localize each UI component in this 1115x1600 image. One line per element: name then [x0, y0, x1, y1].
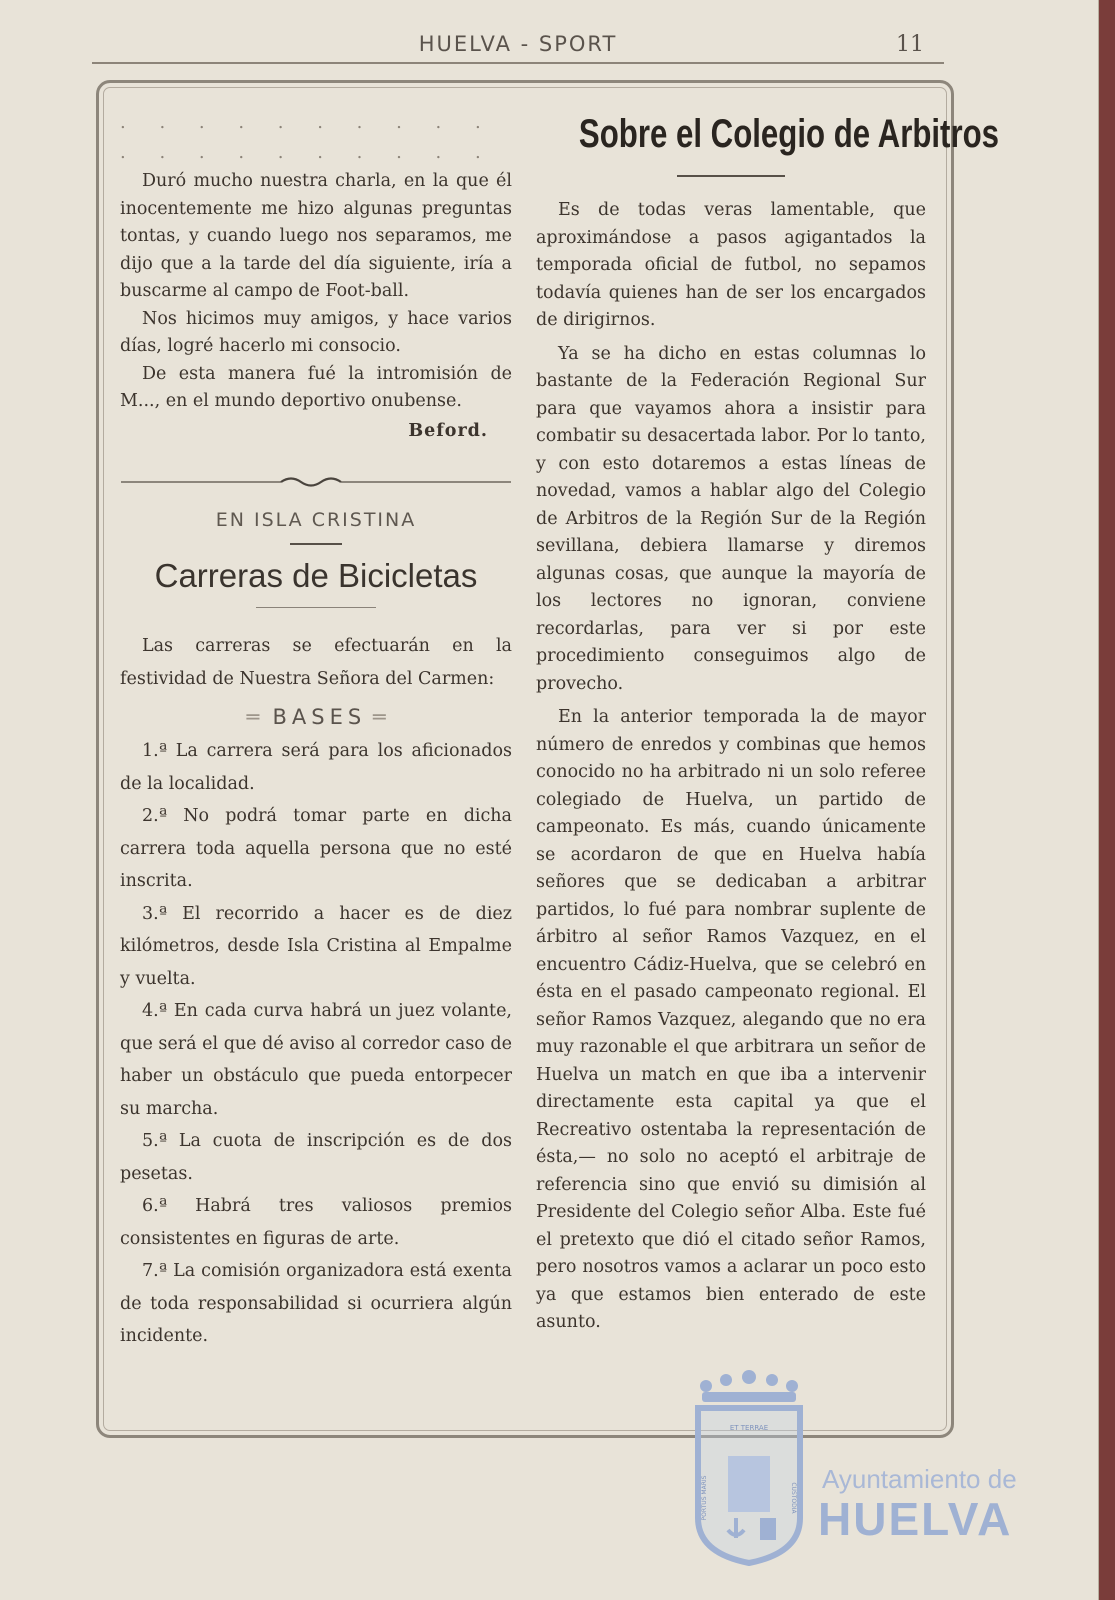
intro-paragraph: Las carreras se efectuarán en la festividad de Nuestra Señora del Carmen:	[120, 636, 512, 689]
article-title: Sobre el Colegio de Arbitros	[578, 112, 1000, 156]
ellipsis-row: . . . . . . . . . .	[120, 142, 495, 163]
rule-item: 3.ª El recorrido a hacer es de diez kilómetros, desde Isla Cristina al Empalme y vuelta.	[120, 903, 512, 989]
title-rule	[256, 607, 376, 608]
crest-motto: CUSTODIA	[790, 1482, 797, 1514]
page-number: 11	[896, 32, 924, 57]
section-title: Carreras de Bicicletas	[154, 557, 478, 594]
paragraph: En la anterior temporada la de mayor número de enredos y combinas que hemos conocido no ha arbitrado ni un solo referee colegiado de Huelva, un partido de campeonato. Es más, cuando únicamente se acordaron de que en Huelva había señores que se dedicaban a arbitrar partidos, lo fué para nombrar suplente de árbitro al señor Ramos Vazquez, en el encuentro Cádiz-Huelva, que se celebró en ésta en el pasado campeonato regional. El señor Ramos Vazquez, alegando que no era muy razonable el que arbitrara un señor de Huelva un match en que iba a intervenir directamente esta capital ya que el Recreativo ostentaba la representación de ésta,— no solo no aceptó el arbitraje de referencia sino que envió su dimisión al Presidente del Colegio señor Alba. Este fué el pretexto que dió el citado señor Ramos, pero nosotros vamos a aclarar un poco esto ya que estamos bien enterado de este asunto.	[536, 707, 926, 1332]
rule-item: 2.ª No podrá tomar parte en dicha carrera toda aquella persona que no esté inscrita.	[120, 806, 512, 891]
rule-item: 6.ª Habrá tres valiosos premios consistentes en figuras de arte.	[120, 1196, 512, 1249]
rule-item: 1.ª La carrera será para los aficionados de la localidad.	[120, 741, 512, 794]
paragraph: Es de todas veras lamentable, que aproximándose a pasos agigantados la temporada oficial de futbol, no sepamos todavía quienes han de ser los encargados de dirigirnos.	[536, 200, 926, 330]
ellipsis-row: . . . . . . . . . .	[120, 112, 495, 133]
crest-motto: ET TERRAE	[729, 1424, 769, 1432]
paragraph: De esta manera fué la intromisión de M..., en el mundo deportivo onubense.	[120, 363, 512, 411]
dash-ornament: ═	[246, 705, 273, 729]
dash-ornament: ═	[366, 705, 386, 729]
rule-item: 7.ª La comisión organizadora está exenta de toda responsabilidad si ocurriera algún incidente.	[120, 1261, 512, 1346]
paragraph: Ya se ha dicho en estas columnas lo bastante de la Federación Regional Sur para que vayamos ahora a insistir para combatir su desacertada labor. Por lo tanto, y con esto dotaremos a estas líneas de novedad, vamos a hablar algo del Colegio de Arbitros de la Región Sur de la Región sevillana, debiera llamarse y diremos algunas cosas, que aunque la mayoría de los lectores no ignoran, conviene recordarlas, para ver si por este procedimiento conseguimos algo de provecho.	[536, 343, 926, 694]
paragraph: Duró mucho nuestra charla, en la que él inocentemente me hizo algunas preguntas tontas, y cuando luego nos separamos, me dijo que a la tarde del día siguiente, iría a buscarme al campo de Foot-ball.	[120, 171, 512, 301]
paragraph: Nos hicimos muy amigos, y hace varios días, logré hacerlo mi consocio.	[120, 308, 512, 356]
running-header	[92, 28, 944, 64]
ornamental-divider	[121, 475, 511, 489]
short-rule	[290, 543, 342, 545]
publication-title: HUELVA - SPORT	[418, 32, 618, 56]
bases-heading	[120, 705, 512, 729]
crest-motto: PORTUS MARIS	[701, 1475, 708, 1521]
ayuntamiento-watermark	[684, 1368, 1024, 1568]
right-column	[536, 108, 1000, 1337]
left-column	[120, 108, 512, 1353]
huelva-crest-icon	[684, 1368, 814, 1568]
article-signature: Beford.	[408, 420, 488, 441]
rule-item: 5.ª La cuota de inscripción es de dos pesetas.	[120, 1131, 512, 1184]
section-kicker: EN ISLA CRISTINA	[215, 509, 417, 531]
watermark-line-1: Ayuntamiento de	[822, 1464, 1017, 1494]
title-rule	[677, 175, 785, 177]
watermark-line-2: HUELVA	[818, 1493, 1013, 1545]
rule-item: 4.ª En cada curva habrá un juez volante, que será el que dé aviso al corredor caso de haber un obstáculo que pueda entorpecer su marcha.	[120, 1001, 512, 1119]
bases-label: BASES	[272, 705, 367, 729]
